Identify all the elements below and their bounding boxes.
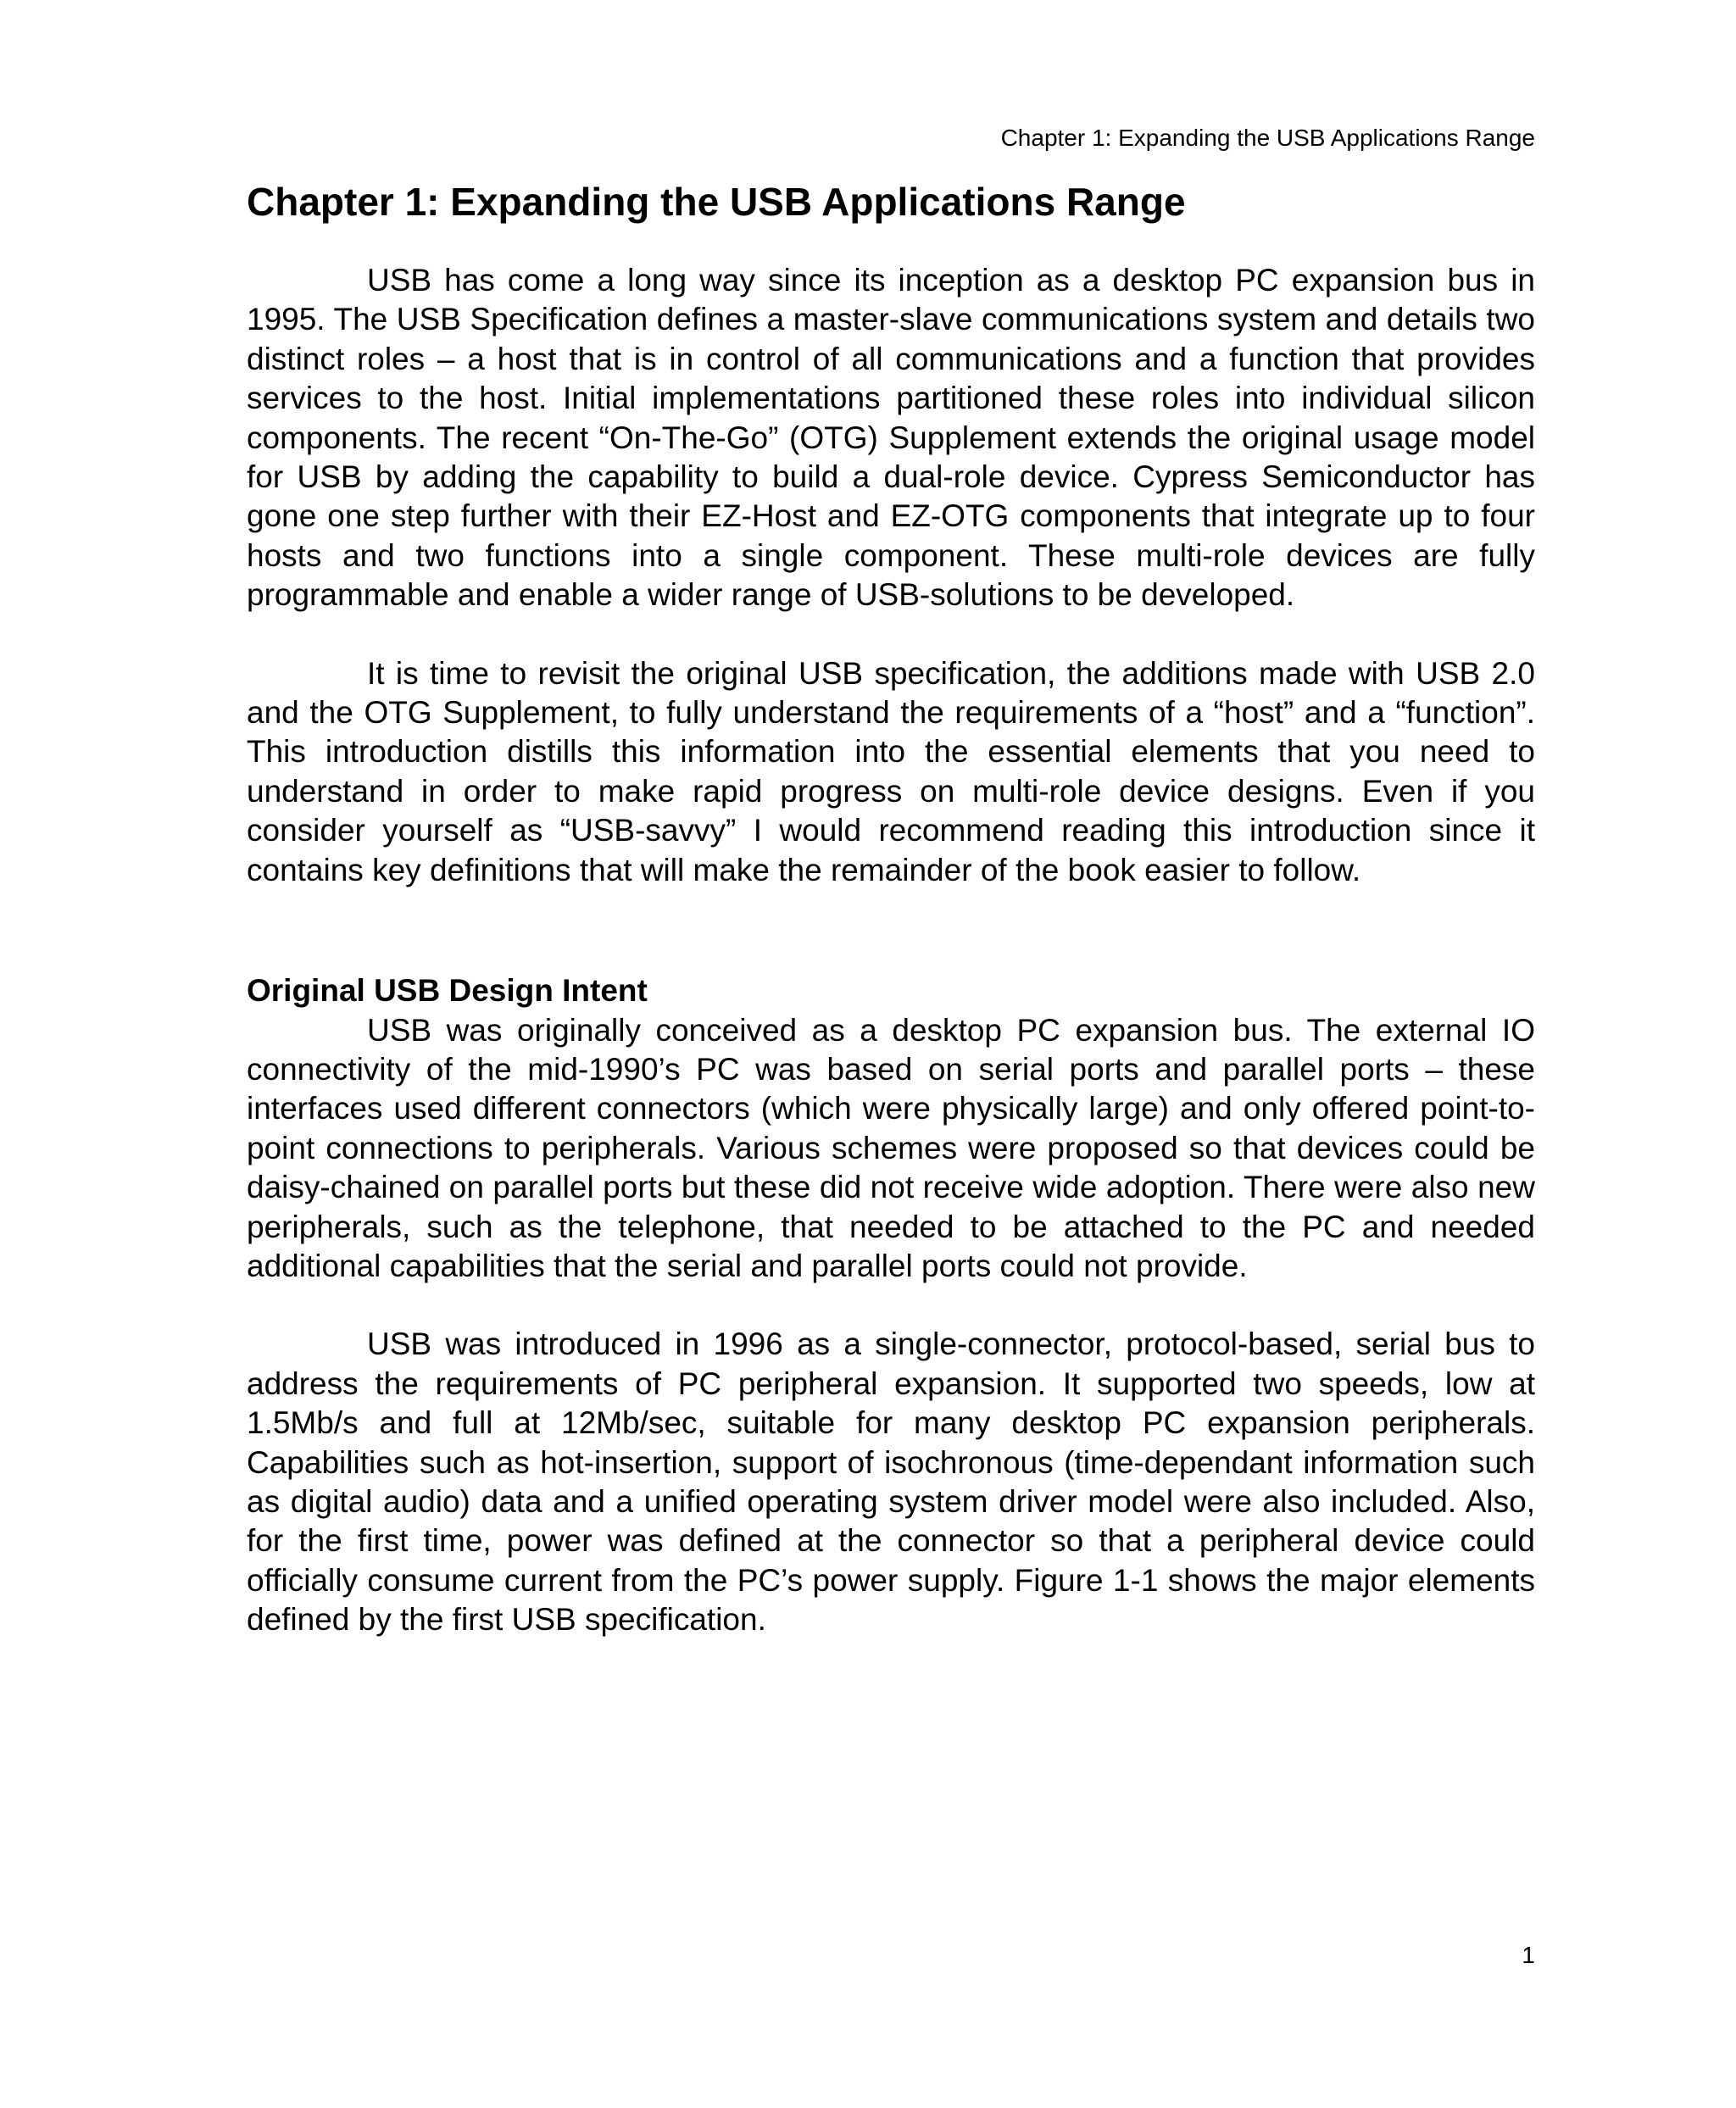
section-paragraph-2: USB was introduced in 1996 as a single-connector, protocol-based, serial bus to address the requirements of PC peripheral expansion. It supported two speeds, low at 1.5Mb/s and full at 12Mb/sec, suitable for many desktop PC expansion peripherals. Capabilities such as hot-insertion, support of isochronous (time-dependant information such as digital audio) data and a unified operating system driver model were also included. Also, for the first time, power was defined at the connector so that a peripheral device could officially consume current from the PC’s power supply. Figure 1-1 shows the major elements defined by the first USB specification. — [247, 1327, 1535, 1638]
intro-paragraph-1: USB has come a long way since its inception as a desktop PC expansion bus in 1995. The USB Specification defines a master-slave communications system and details two distinct roles – a host that is in control of all communications and a function that provides services to the host. Initial implementations partitioned these roles into individual silicon components. The recent “On-The-Go” (OTG) Supplement extends the original usage model for USB by adding the capability to build a dual-role device. Cypress Semiconductor has gone one step further with their EZ-Host and EZ-OTG components that integrate up to four hosts and two functions into a single component. These multi-role devices are fully programmable and enable a wider range of USB-solutions to be developed. — [247, 263, 1535, 613]
page-number: 1 — [1522, 1942, 1535, 1968]
section-paragraph-1: USB was originally conceived as a desktop PC expansion bus. The external IO connectivity of the mid-1990’s PC was based on serial ports and parallel ports – these interfaces used different connectors (which were physically large) and only offered point-to-point connections to peripherals. Various schemes were proposed so that devices could be daisy-chained on parallel ports but these did not receive wide adoption. There were also new peripherals, such as the telephone, that needed to be attached to the PC and needed additional capabilities that the serial and parallel ports could not provide. — [247, 1012, 1535, 1283]
running-header: Chapter 1: Expanding the USB Applications Range — [1000, 125, 1535, 151]
section-heading: Original USB Design Intent — [247, 973, 648, 1009]
page-body — [247, 178, 1535, 1640]
section-spacer — [247, 890, 1535, 971]
paragraph-spacer — [247, 615, 1535, 654]
paragraph-spacer — [247, 1286, 1535, 1325]
chapter-title: Chapter 1: Expanding the USB Applications Range — [247, 180, 1186, 224]
intro-paragraph-2: It is time to revisit the original USB specification, the additions made with USB 2.0 and the OTG Supplement, to fully understand the requirements of a “host” and a “function”. This introduction distills this information into the essential elements that you need to understand in order to make rapid progress on multi-role device designs. Even if you consider yourself as “USB-savvy” I would recommend reading this introduction since it contains key definitions that will make the remainder of the book easier to follow. — [247, 655, 1535, 887]
